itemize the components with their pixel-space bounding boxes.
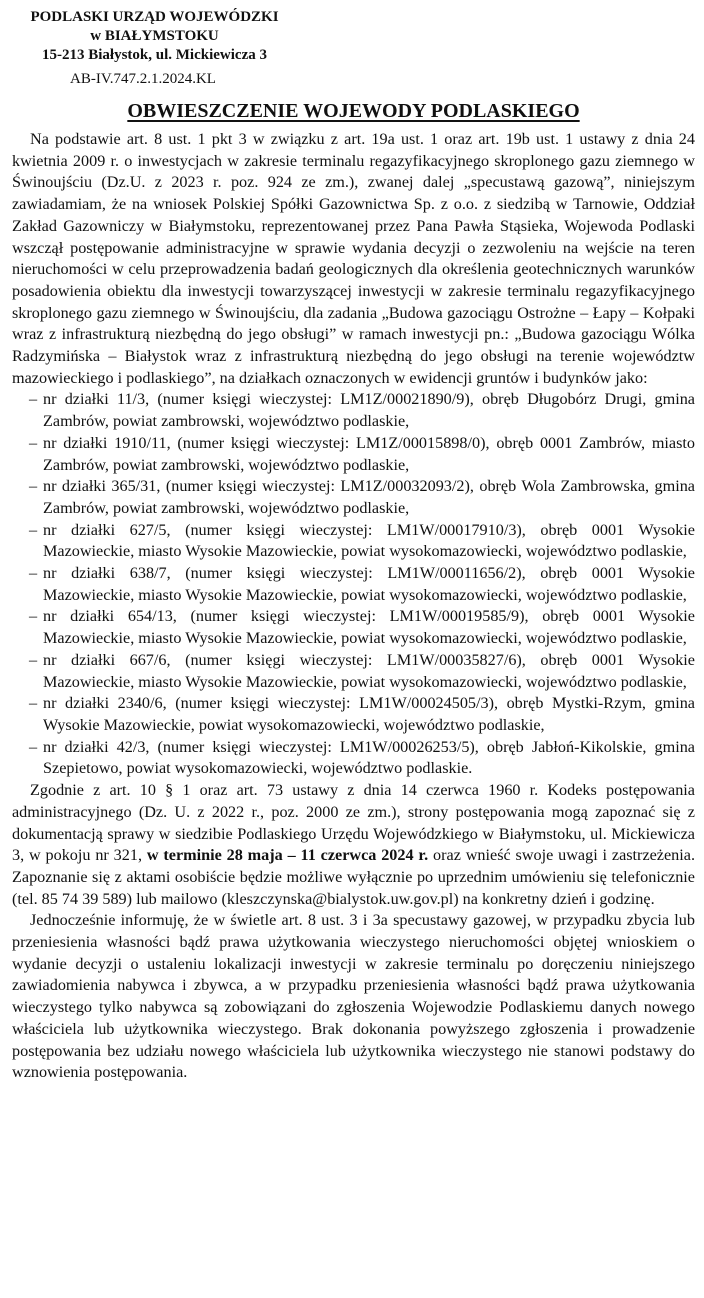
parcel-text: nr działki 667/6, (numer księgi wieczystej: LM1W/00035827/6), obręb 0001 Wysokie Mazowieckie, miasto Wysokie Mazowieckie, powiat wysokomazowiecki, województwo podlaskie, [43,650,695,691]
reference-number: AB-IV.747.2.1.2024.KL [70,71,216,87]
parcel-text: nr działki 654/13, (numer księgi wieczystej: LM1W/00019585/9), obręb 0001 Wysokie Mazowieckie, miasto Wysokie Mazowieckie, powiat wysokomazowiecki, województwo podlaskie, [43,607,695,648]
consultation-paragraph [12,780,695,910]
parcel-list [12,389,695,780]
list-dash: – [29,694,38,713]
parcel-text: nr działki 11/3, (numer księgi wieczystej: LM1Z/00021890/9), obręb Długobórz Drugi, gmina Zambrów, powiat zambrowski, województwo podlaskie, [43,390,695,431]
parcel-item [12,737,695,780]
intro-paragraph: Na podstawie art. 8 ust. 1 pkt 3 w związku z art. 19a ust. 1 oraz art. 19b ust. 1 ustawy z dnia 24 kwietnia 2009 r. o inwestycjach w zakresie terminalu regazyfikacyjnego skroplonego gazu ziemnego w Świnoujściu (Dz.U. z 2023 r. poz. 924 ze zm.), zwanej dalej „specustawą gazową”, niniejszym zawiadamiam, że na wniosek Polskiej Spółki Gazownictwa Sp. z o.o. z siedzibą w Tarnowie, Oddział Zakład Gazowniczy w Białymstoku, reprezentowanej przez Pana Pawła Stąsieka, Wojewoda Podlaski wszczął postępowanie administracyjne w sprawie wydania decyzji o zezwoleniu na wejście na teren nieruchomości w celu przeprowadzenia badań geologicznych dla określenia geotechnicznych warunków posadowienia obiektu dla inwestycji towarzyszącej inwestycji w zakresie terminalu regazyfikacyjnego skroplonego gazu ziemnego w Świnoujściu, dla zadania „Budowa gazociągu Ostrożne – Łapy – Kołpaki wraz z infrastrukturą niezbędną do jego obsługi” w ramach inwestycji pn.: „Budowa gazociągu Wólka Radzymińska – Białystok wraz z infrastrukturą niezbędną do jego obsługi na terenie województw mazowieckiego i podlaskiego”, na działkach oznaczonych w ewidencji gruntów i budynków jako: [12,130,695,387]
list-dash: – [29,737,38,756]
list-dash: – [29,520,38,539]
office-header [12,8,297,65]
parcel-item [12,389,695,432]
header-line-office: PODLASKI URZĄD WOJEWÓDZKI [30,9,279,25]
list-dash: – [29,390,38,409]
document-title: OBWIESZCZENIE WOJEWODY PODLASKIEGO [127,100,580,122]
parcel-text: nr działki 42/3, (numer księgi wieczystej: LM1W/00026253/5), obręb Jabłoń-Kikolskie, gmina Szepietowo, powiat wysokomazowiecki, województwo podlaskie. [43,737,695,778]
ownership-notice-paragraph: Jednocześnie informuję, że w świetle art. 8 ust. 3 i 3a specustawy gazowej, w przypadku zbycia lub przeniesienia własności bądź prawa użytkowania wieczystego nieruchomości objętej wnioskiem o wydanie decyzji o ustaleniu lokalizacji inwestycji w zakresie terminalu po doręczeniu niniejszego zawiadomienia nabywca i zbywca, a w przypadku przeniesienia własności bądź prawa użytkowania wieczystego tylko nabywca są zobowiązani do zgłoszenia Wojewodzie Podlaskiemu danych nowego właściciela lub użytkownika wieczystego. Brak dokonania powyższego zgłoszenia i prowadzenie postępowania bez udziału nowego właściciela lub użytkownika wieczystego nie stanowi podstawy do wznowienia postępowania. [12,911,695,1082]
parcel-text: nr działki 638/7, (numer księgi wieczystej: LM1W/00011656/2), obręb 0001 Wysokie Mazowieckie, miasto Wysokie Mazowieckie, powiat wysokomazowiecki, województwo podlaskie, [43,564,695,604]
list-dash: – [29,477,38,496]
document-body [12,129,695,1084]
parcel-text: nr działki 2340/6, (numer księgi wieczystej: LM1W/00024505/3), obręb Mystki-Rzym, gmina Wysokie Mazowieckie, powiat wysokomazowiecki, województwo podlaskie, [43,694,695,734]
list-dash: – [29,650,38,669]
header-line-address: 15-213 Białystok, ul. Mickiewicza 3 [42,47,267,63]
parcel-item [12,563,695,606]
parcel-item [12,520,695,563]
parcel-item [12,476,695,519]
list-dash: – [29,564,38,583]
header-line-city: w BIAŁYMSTOKU [90,28,219,44]
consultation-text-end: oraz wnieść swoje uwagi i zastrzeżenia. Zapoznanie się z aktami osobiście będzie możliwe wyłącznie po uprzednim umówieniu się telefonicznie (tel. 85 74 39 589) lub mailowo (kleszczynska@bialystok.uw.gov.pl) na konkretny dzień i godzinę. [12,846,696,908]
consultation-deadline: w terminie 28 maja – 11 czerwca 2024 r. [146,846,429,865]
parcel-item [12,606,695,649]
parcel-text: nr działki 365/31, (numer księgi wieczystej: LM1Z/00032093/2), obręb Wola Zambrowska, gmina Zambrów, powiat zambrowski, województwo podlaskie, [43,477,695,517]
consultation-text-start: Zgodnie z art. 10 § 1 oraz art. 73 ustawy z dnia 14 czerwca 1960 r. Kodeks postępowania administracyjnego (Dz. U. z 2022 r., poz. 2000 ze zm.), strony postępowania mogą zapoznać się z dokumentacją sprawy w siedzibie Podlaskiego Urzędu Wojewódzkiego w Białymstoku, ul. Mickiewicza 3, w pokoju nr 321, [12,781,695,865]
parcel-item [12,693,695,736]
document-page [12,8,695,1084]
parcel-item [12,650,695,693]
parcel-text: nr działki 1910/11, (numer księgi wieczystej: LM1Z/00015898/0), obręb 0001 Zambrów, miasto Zambrów, powiat zambrowski, województwo podlaskie, [43,433,695,474]
list-dash: – [29,607,38,626]
parcel-item [12,433,695,476]
parcel-text: nr działki 627/5, (numer księgi wieczystej: LM1W/00017910/3), obręb 0001 Wysokie Mazowieckie, miasto Wysokie Mazowieckie, powiat wysokomazowiecki, województwo podlaskie, [43,520,695,561]
list-dash: – [29,433,38,452]
